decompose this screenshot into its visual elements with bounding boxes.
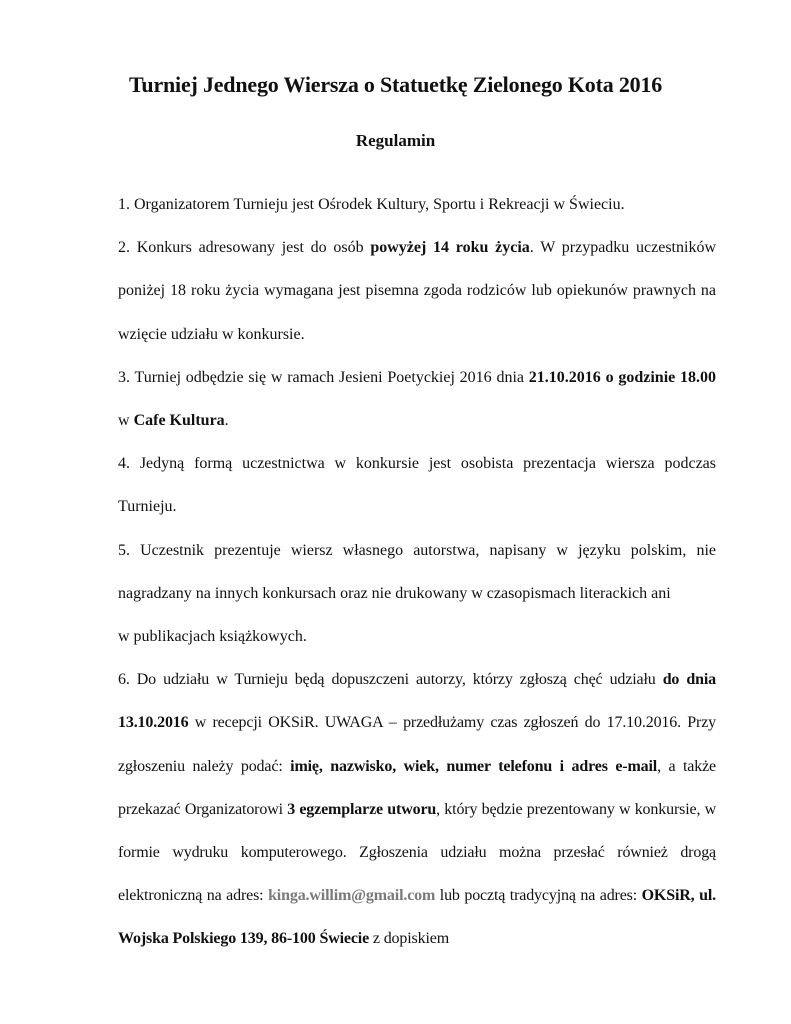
document-body	[118, 183, 716, 961]
document-subtitle: Regulamin	[355, 131, 436, 150]
rule-6-text-h: lub pocztą tradycyjną na adres:	[435, 887, 642, 905]
rule-2	[118, 226, 716, 356]
rule-6-bold-address: OKSiR, ul. Wojska Polskiego 139, 86-100 Świecie	[118, 887, 716, 948]
rule-5	[118, 529, 716, 659]
rule-6-text-j: z dopiskiem	[369, 930, 450, 948]
rule-3-text-e: .	[224, 412, 229, 430]
rule-6	[118, 658, 716, 960]
rule-3-text-a: 3. Turniej odbędzie się w ramach Jesieni Poetyckiej 2016 dnia	[118, 368, 529, 386]
rule-2-text-a: 2. Konkurs adresowany jest do osób	[118, 239, 371, 257]
rule-2-text-c: . W przypadku uczestników poniżej 18 roku życia wymagana jest pisemna zgoda rodziców lub opiekunów prawnych na wzięcie udziału w konkursie.	[118, 239, 717, 343]
rule-5-text-b: w publikacjach książkowych.	[118, 628, 307, 646]
rule-3-bold-venue: Cafe Kultura	[133, 412, 225, 430]
rule-1-text: 1. Organizatorem Turnieju jest Ośrodek Kultury, Sportu i Rekreacji w Świeciu.	[118, 196, 625, 213]
rule-2-bold-age: powyżej 14 roku życia	[370, 239, 530, 257]
rule-4-text: 4. Jedyną formą uczestnictwa w konkursie jest osobista prezentacja wiersza podczas Turnieju.	[118, 455, 716, 516]
rule-3-text-c: w	[118, 412, 134, 430]
email-link[interactable]: kinga.willim@gmail.com	[268, 887, 436, 905]
rule-1	[118, 183, 716, 226]
rule-6-bold-required-data: imię, nazwisko, wiek, numer telefonu i adres e-mail	[290, 757, 658, 775]
rule-4	[118, 442, 716, 528]
rule-5-text-a: 5. Uczestnik prezentuje wiersz własnego autorstwa, napisany w języku polskim, nie nagradzany na innych konkursach oraz nie drukowany w czasopismach literackich ani	[118, 541, 716, 602]
rule-6-bold-copies: 3 egzemplarze utworu	[287, 800, 437, 818]
rule-6-text-a: 6. Do udziału w Turnieju będą dopuszczeni autorzy, którzy zgłoszą chęć udziału	[118, 671, 663, 689]
rule-6-text-c: w recepcji OKSiR. UWAGA – przedłużamy czas zgłoszeń do 17.10.2016. Przy zgłoszeniu należy podać:	[118, 714, 716, 775]
rule-3-bold-date: 21.10.2016 o godzinie 18.00	[528, 368, 717, 386]
rule-6-text-e: , a także przekazać Organizatorowi	[118, 757, 716, 818]
rule-3	[118, 356, 716, 442]
rule-6-bold-deadline: do dnia 13.10.2016	[118, 671, 716, 732]
document-title: Turniej Jednego Wiersza o Statuetkę Zielonego Kota 2016	[128, 72, 663, 97]
rule-6-text-g: , który będzie prezentowany w konkursie, w formie wydruku komputerowego. Zgłoszenia udziału można przesłać również drogą elektroniczną na adres:	[118, 800, 716, 905]
